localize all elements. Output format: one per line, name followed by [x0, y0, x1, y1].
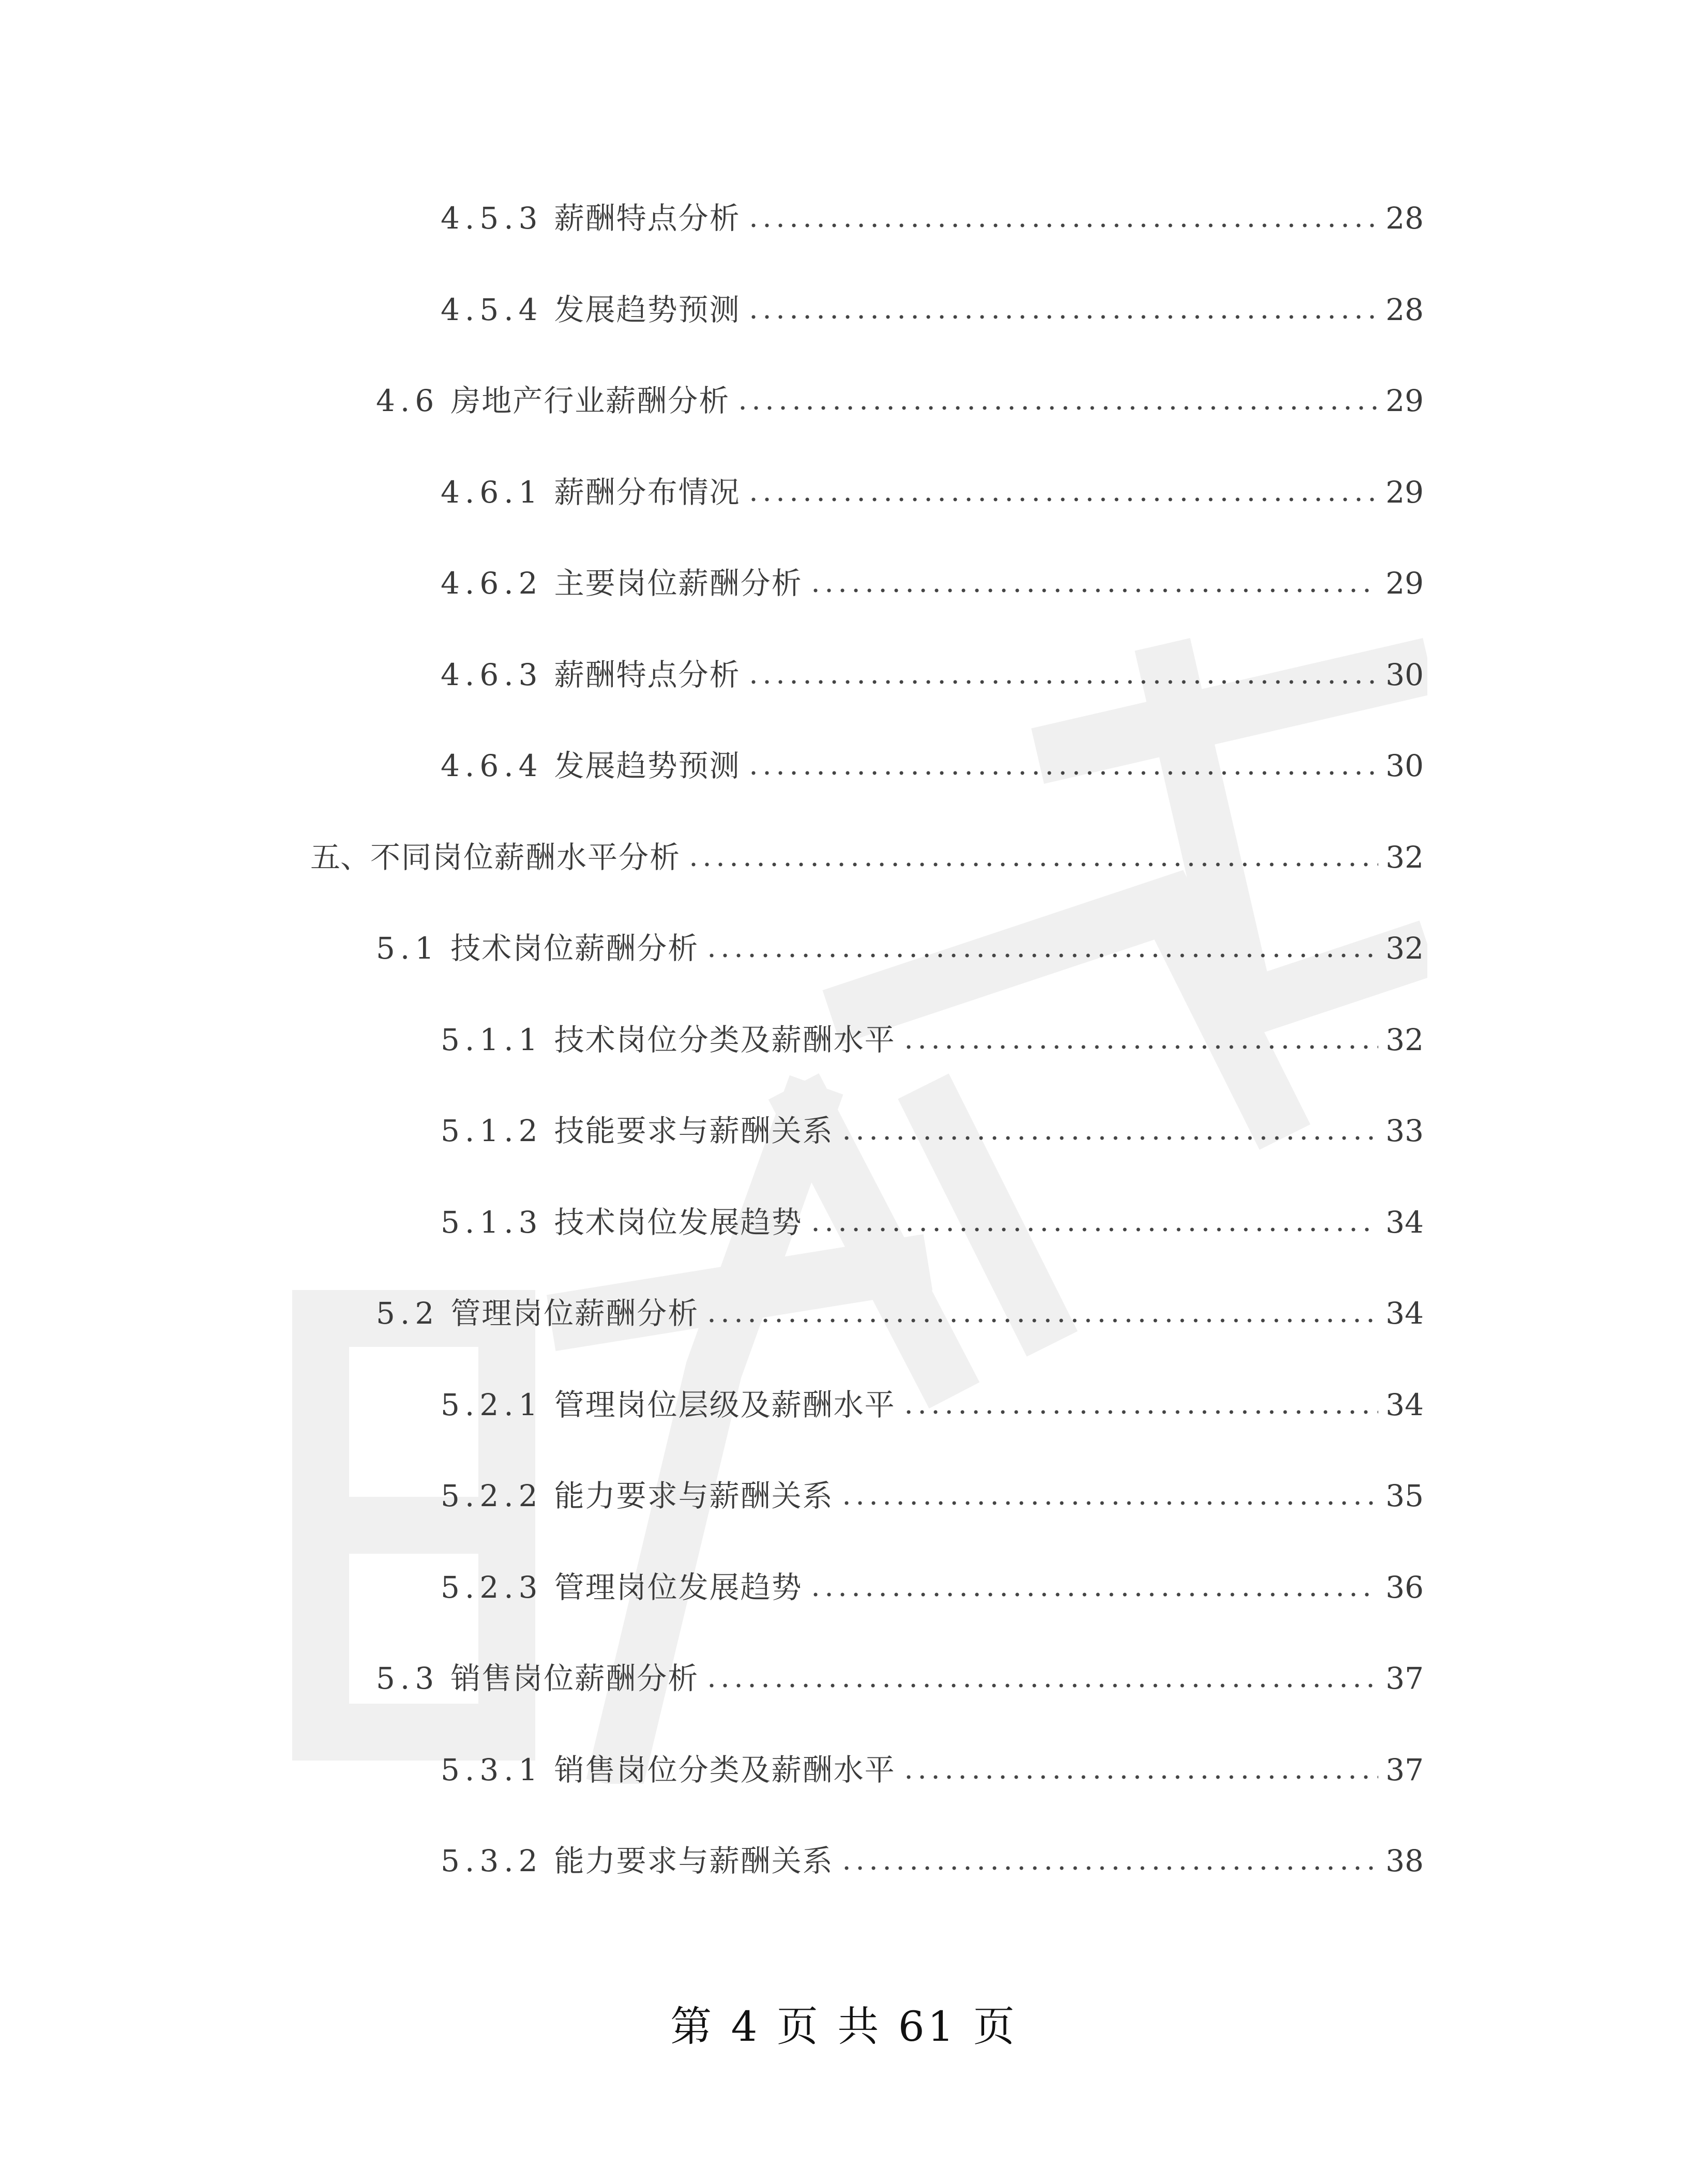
- toc-entry[interactable]: [441, 1019, 1424, 1060]
- toc-entry-page-number: 32: [1385, 931, 1424, 966]
- toc-entry-number: 4.6: [376, 383, 440, 418]
- toc-leader-dots: [747, 654, 1379, 695]
- toc-entry-title: 主要岗位薪酬分析: [554, 566, 803, 601]
- toc-leader-dots: [705, 928, 1378, 969]
- toc-leader-dots: [902, 1384, 1379, 1425]
- toc-entry-number: 5.1.1: [441, 1022, 543, 1057]
- toc-entry-page-number: 38: [1385, 1843, 1424, 1878]
- toc-leader-dots: [705, 1293, 1378, 1334]
- toc-leader-dots: [809, 563, 1379, 604]
- toc-entry-title: 技术岗位分类及薪酬水平: [554, 1022, 896, 1057]
- toc-entry-title: 销售岗位薪酬分析: [450, 1661, 699, 1696]
- toc-entry[interactable]: [441, 289, 1424, 330]
- toc-leader-dots: [687, 837, 1378, 878]
- toc-entry-number: 5.1.2: [441, 1113, 543, 1148]
- toc-entry-number: 4.5.4: [441, 292, 543, 327]
- toc-entry-page-number: 30: [1385, 657, 1424, 692]
- toc-entry-title: 房地产行业薪酬分析: [450, 383, 730, 418]
- toc-entry-number: 4.5.3: [441, 201, 543, 236]
- toc-entry-number: 4.6.1: [441, 475, 543, 510]
- toc-entry-page-number: 36: [1385, 1570, 1424, 1605]
- toc-entry-title: 技术岗位发展趋势: [554, 1205, 803, 1240]
- toc-entry-page-number: 32: [1385, 840, 1424, 875]
- toc-entry[interactable]: [376, 1293, 1424, 1334]
- toc-entry-page-number: 34: [1385, 1387, 1424, 1422]
- toc-entry-page-number: 37: [1385, 1752, 1424, 1787]
- toc-entry[interactable]: [441, 1202, 1424, 1243]
- toc-entry-title: 能力要求与薪酬关系: [554, 1843, 834, 1878]
- toc-entry[interactable]: [441, 654, 1424, 695]
- toc-entry[interactable]: [310, 837, 1424, 878]
- toc-entry-page-number: 29: [1385, 566, 1424, 601]
- toc-leader-dots: [705, 1658, 1378, 1699]
- toc-entry-number: 5.1: [376, 931, 440, 966]
- toc-entry-title: 技能要求与薪酬关系: [554, 1113, 834, 1148]
- toc-entry[interactable]: [441, 1110, 1424, 1151]
- toc-entry-page-number: 35: [1385, 1478, 1424, 1513]
- toc-leader-dots: [809, 1567, 1379, 1608]
- toc-entry[interactable]: [376, 380, 1424, 421]
- toc-entry-page-number: 29: [1385, 383, 1424, 418]
- toc-entry-number: 5.2: [376, 1296, 440, 1331]
- toc-leader-dots: [840, 1110, 1379, 1151]
- toc-entry-page-number: 34: [1385, 1296, 1424, 1331]
- toc-leader-dots: [902, 1749, 1379, 1791]
- toc-entry-number: 5.3.2: [441, 1843, 543, 1878]
- toc-entry[interactable]: [441, 563, 1424, 604]
- toc-entry-title: 销售岗位分类及薪酬水平: [554, 1752, 896, 1787]
- toc-entry-title: 管理岗位发展趋势: [554, 1570, 803, 1605]
- toc-entry[interactable]: [441, 472, 1424, 513]
- toc-entry-number: 5.2.3: [441, 1570, 543, 1605]
- toc-entry-number: 5.2.1: [441, 1387, 543, 1422]
- toc-entry-title: 薪酬特点分析: [554, 657, 741, 692]
- toc-entry[interactable]: [441, 1749, 1424, 1791]
- toc-leader-dots: [747, 472, 1379, 513]
- toc-entry-page-number: 28: [1385, 292, 1424, 327]
- toc-entry-number: 4.6.2: [441, 566, 543, 601]
- toc-entry[interactable]: [441, 745, 1424, 786]
- toc-entry[interactable]: [441, 1475, 1424, 1516]
- toc-entry-title: 薪酬特点分析: [554, 201, 741, 236]
- toc-entry-title: 技术岗位薪酬分析: [450, 931, 699, 966]
- toc-entry[interactable]: [441, 198, 1424, 239]
- toc-leader-dots: [902, 1019, 1379, 1060]
- toc-entry-number: 4.6.4: [441, 748, 543, 783]
- toc-entry[interactable]: [376, 1658, 1424, 1699]
- toc-leader-dots: [747, 745, 1379, 786]
- toc-entry[interactable]: [441, 1840, 1424, 1882]
- toc-entry-number: 5.3.1: [441, 1752, 543, 1787]
- toc-entry-title: 发展趋势预测: [554, 292, 741, 327]
- toc-entry-title: 管理岗位层级及薪酬水平: [554, 1387, 896, 1422]
- toc-entry-title: 管理岗位薪酬分析: [450, 1296, 699, 1331]
- toc-entry-number: 5.2.2: [441, 1478, 543, 1513]
- toc-leader-dots: [840, 1840, 1379, 1882]
- toc-entry-page-number: 37: [1385, 1661, 1424, 1696]
- toc-entry-title: 薪酬分布情况: [554, 475, 741, 510]
- toc-entry-page-number: 28: [1385, 201, 1424, 236]
- toc-entry-number: 五、: [310, 840, 371, 875]
- page-footer: 第 4 页 共 61 页: [670, 2003, 1018, 2051]
- toc-leader-dots: [736, 380, 1378, 421]
- toc-leader-dots: [747, 289, 1379, 330]
- toc-leader-dots: [809, 1202, 1379, 1243]
- toc-entry-number: 5.3: [376, 1661, 440, 1696]
- toc-entry[interactable]: [441, 1567, 1424, 1608]
- toc-entry-page-number: 34: [1385, 1205, 1424, 1240]
- toc-entry-page-number: 30: [1385, 748, 1424, 783]
- toc-entry-page-number: 29: [1385, 475, 1424, 510]
- toc-leader-dots: [747, 198, 1379, 239]
- toc-entry[interactable]: [376, 928, 1424, 969]
- toc-leader-dots: [840, 1475, 1379, 1516]
- toc-entry-page-number: 33: [1385, 1113, 1424, 1148]
- toc-entry[interactable]: [441, 1384, 1424, 1425]
- toc-entry-title: 能力要求与薪酬关系: [554, 1478, 834, 1513]
- toc-entry-number: 4.6.3: [441, 657, 543, 692]
- toc-entry-title: 发展趋势预测: [554, 748, 741, 783]
- toc-entry-number: 5.1.3: [441, 1205, 543, 1240]
- toc-entry-page-number: 32: [1385, 1022, 1424, 1057]
- toc-entry-title: 不同岗位薪酬水平分析: [370, 840, 681, 875]
